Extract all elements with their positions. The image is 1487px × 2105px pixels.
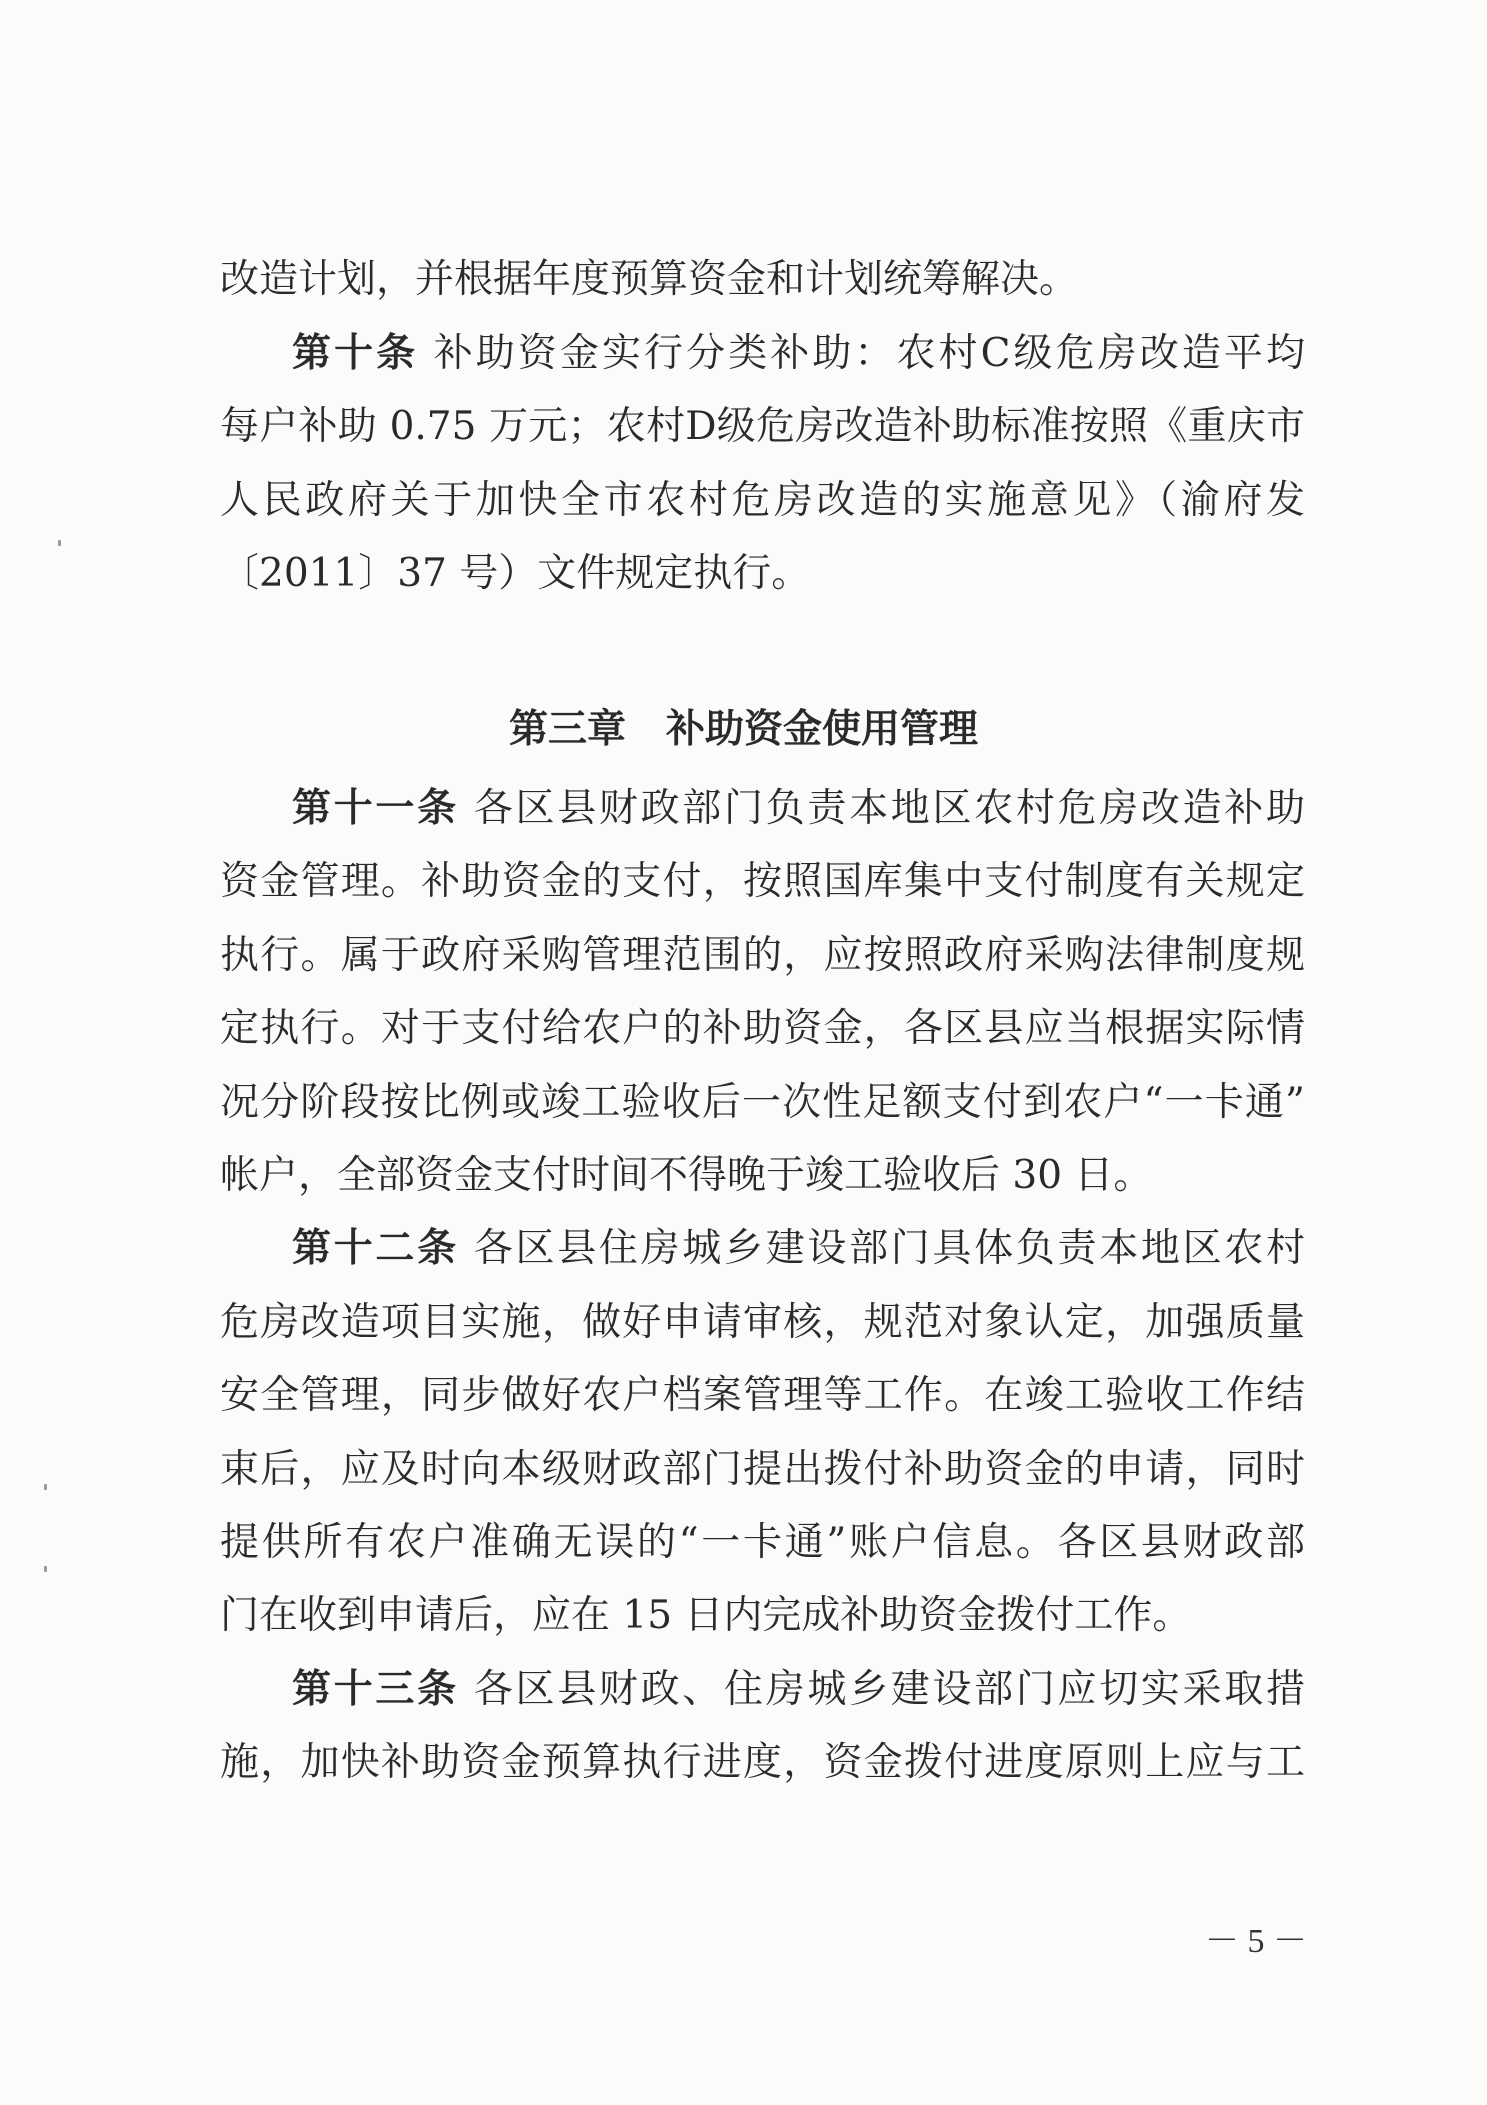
line-text: 提供所有农户准确无误的“一卡通”账户信息。各区县财政部 — [220, 1520, 1305, 1565]
text-line — [220, 1003, 1305, 1055]
text-line — [292, 1223, 1305, 1275]
chapter-heading — [0, 704, 1487, 756]
text-line — [220, 1737, 1305, 1789]
line-text: 况分阶段按比例或竣工验收后一次性足额支付到农户“一卡通” — [220, 1079, 1305, 1125]
text-line — [220, 1370, 1305, 1422]
article-number: 第十二条 — [292, 1226, 459, 1272]
article-number: 第十条 — [292, 330, 419, 376]
line-text: 门在收到申请后，应在 15 日内完成补助资金拨付工作。 — [220, 1593, 1192, 1639]
text-line — [292, 1664, 1305, 1716]
line-text: 各区县财政、住房城乡建设部门应切实采取措 — [458, 1666, 1305, 1712]
text-line — [292, 783, 1305, 835]
line-text: 危房改造项目实施，做好申请审核，规范对象认定，加强质量 — [220, 1299, 1305, 1345]
scan-speck — [44, 1484, 47, 1490]
text-line — [220, 856, 1305, 908]
text-line — [220, 930, 1305, 982]
text-line — [220, 1517, 1305, 1569]
line-text: 束后，应及时向本级财政部门提出拨付补助资金的申请，同时 — [220, 1446, 1305, 1492]
line-text: 资金管理。补助资金的支付，按照国库集中支付制度有关规定 — [220, 859, 1305, 905]
text-line — [220, 1150, 1305, 1202]
line-text: 每户补助 0.75 万元；农村D级危房改造补助标准按照《重庆市 — [220, 404, 1305, 449]
text-line — [220, 401, 1305, 453]
line-text: 定执行。对于支付给农户的补助资金，各区县应当根据实际情 — [220, 1006, 1305, 1052]
line-text: 执行。属于政府采购管理范围的，应按照政府采购法律制度规 — [220, 932, 1305, 978]
line-text: 各区县住房城乡建设部门具体负责本地区农村 — [458, 1226, 1305, 1272]
chapter-title: 补助资金使用管理 — [666, 707, 979, 752]
text-line — [292, 328, 1305, 380]
line-text: 〔2011〕37 号）文件规定执行。 — [220, 551, 811, 596]
text-line — [220, 254, 1305, 306]
line-text: 人民政府关于加快全市农村危房改造的实施意见》（渝府发 — [220, 477, 1305, 523]
line-text: 各区县财政部门负责本地区农村危房改造补助 — [458, 786, 1305, 831]
text-line — [220, 1444, 1305, 1496]
line-text: 改造计划，并根据年度预算资金和计划统筹解决。 — [220, 257, 1079, 302]
page-number: － 5 － — [1205, 1923, 1307, 1960]
text-line — [220, 1590, 1305, 1642]
article-number: 第十三条 — [292, 1666, 459, 1712]
text-line — [220, 475, 1305, 527]
line-text: 帐户，全部资金支付时间不得晚于竣工验收后 30 日。 — [220, 1153, 1153, 1198]
scan-speck — [44, 1566, 47, 1572]
scan-speck — [58, 540, 61, 546]
article-number: 第十一条 — [292, 786, 459, 831]
line-text: 补助资金实行分类补助：农村C级危房改造平均 — [418, 330, 1305, 376]
text-line — [220, 1297, 1305, 1349]
chapter-number: 第三章 — [508, 707, 626, 752]
line-text: 施，加快补助资金预算执行进度，资金拨付进度原则上应与工 — [220, 1740, 1305, 1786]
text-line — [220, 1077, 1305, 1129]
text-line — [220, 548, 1305, 600]
line-text: 安全管理，同步做好农户档案管理等工作。在竣工验收工作结 — [220, 1373, 1305, 1419]
